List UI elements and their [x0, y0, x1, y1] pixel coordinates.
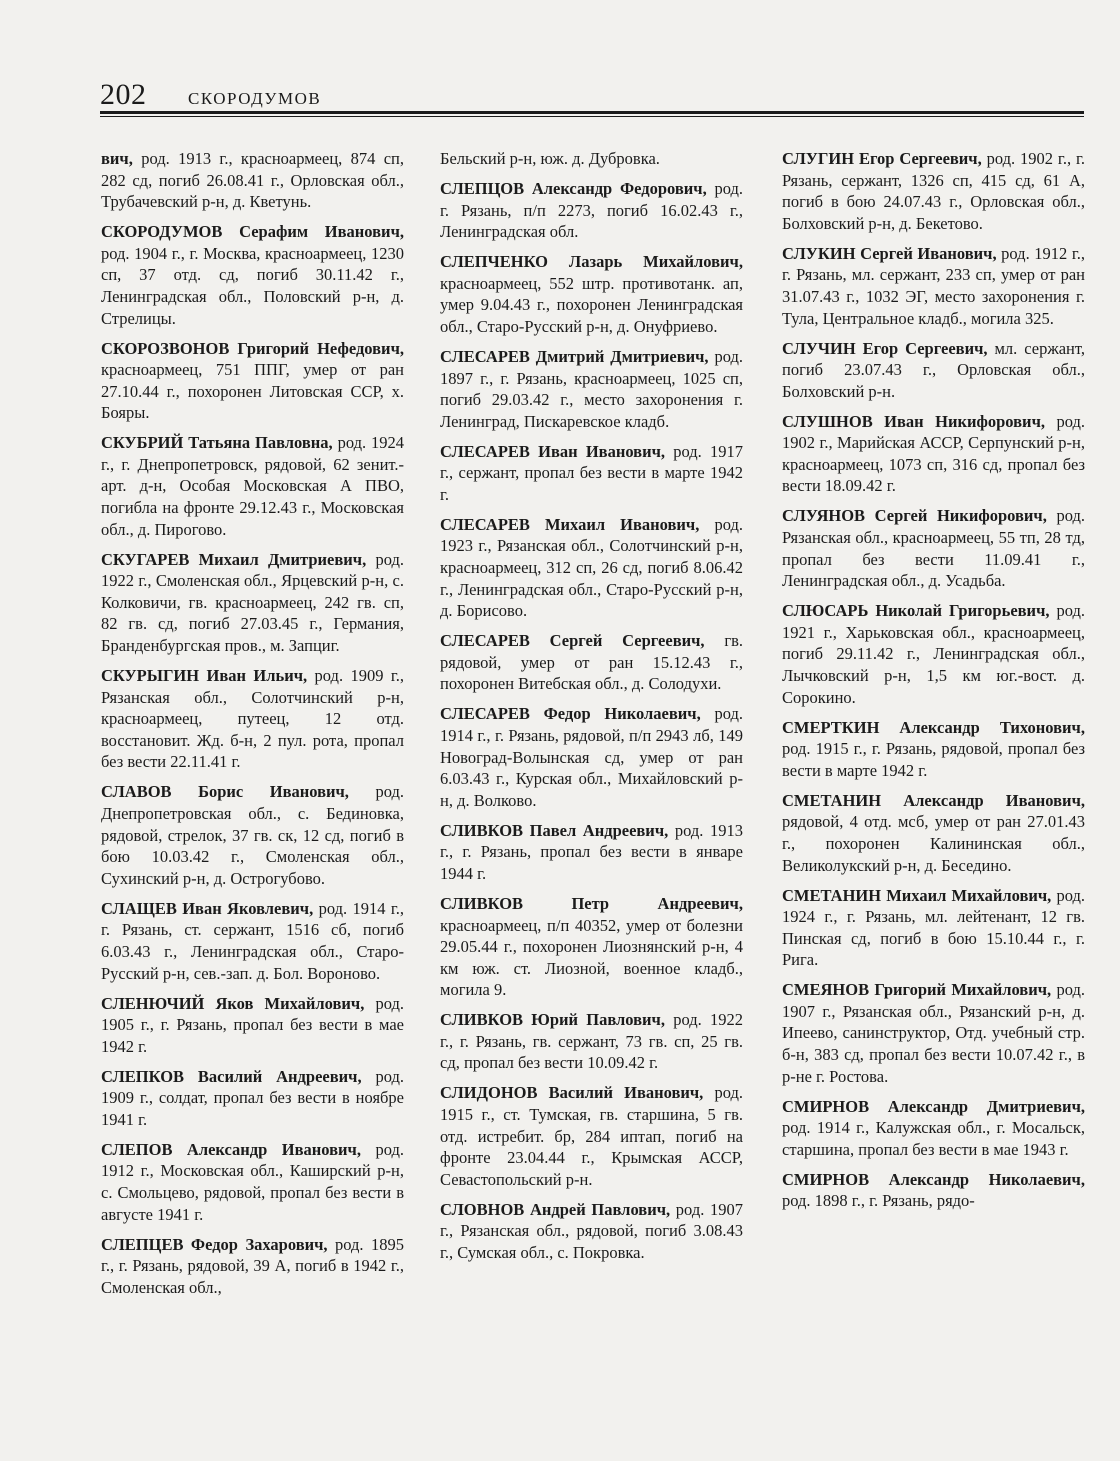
entry-text: род. 1898 г., г. Рязань, рядо-: [782, 1191, 975, 1211]
entry-name: СКУРЫГИН Иван Ильич,: [101, 666, 308, 686]
entry-name: СЛИДОНОВ Василий Иванович,: [440, 1083, 704, 1103]
entry-name: СКУГАРЕВ Михаил Дмитриевич,: [101, 549, 367, 569]
entry-text: род. 1895 г., г. Рязань, рядовой, 39 А, погиб в 1942 г., Смоленская обл.,: [101, 1234, 404, 1297]
entry: [440, 1199, 743, 1264]
entry-name: СЛЕСАРЕВ Иван Иванович,: [440, 441, 666, 461]
entry-text: род. 1914 г., Калужская обл., г. Мосальск, старшина, пропал без вести в мае 1943 г.: [782, 1118, 1085, 1159]
entry: [440, 148, 743, 170]
entry-name: СМЕТАНИН Михаил Михайлович,: [782, 885, 1052, 905]
entry-name: СКОРОДУМОВ Серафим Иванович,: [101, 222, 404, 242]
entry: [782, 505, 1085, 591]
entry: [101, 221, 404, 329]
entry-name: СЛУЧИН Егор Сергеевич,: [782, 338, 988, 358]
entry-name: СЛОВНОВ Андрей Павлович,: [440, 1199, 671, 1219]
entry-name: СЛЕСАРЕВ Федор Николаевич,: [440, 704, 701, 724]
entry: [782, 1096, 1085, 1161]
entry-name: СЛЕПЦОВ Александр Федорович,: [440, 178, 707, 198]
entry-text: род. 1902 г., г. Рязань, сержант, 1326 сп, 415 сд, 61 А, погиб в бою 24.07.43 г., Орловская обл., Болховский р-н, д. Бекетово.: [782, 149, 1086, 233]
entry: [782, 148, 1085, 234]
entry-text: род. 1922 г., г. Рязань, гв. сержант, 73 гв. сп, 25 гв. сд, пропал без вести 10.09.42 г.: [440, 1010, 743, 1073]
entry-text: красноармеец, 552 штр. противотанк. ап, умер 9.04.43 г., похоронен Ленинградская обл., Старо-Русский р-н, д. Онуфриево.: [440, 273, 743, 336]
entry-name: СЛЮСАРЬ Николай Григорьевич,: [782, 601, 1050, 621]
entry-text: род. 1913 г., г. Рязань, пропал без вести в январе 1944 г.: [440, 820, 743, 883]
entry: [101, 432, 404, 540]
entry: [782, 338, 1085, 403]
entry-text: род. 1914 г., г. Рязань, ст. сержант, 1516 сб, погиб 6.03.43 г., Ленинградская обл., Старо-Русский р-н, сев.-зап. д. Бол. Вороново.: [101, 898, 405, 983]
entry-name: СЛУКИН Сергей Иванович,: [782, 243, 997, 263]
page-number: 202: [100, 78, 147, 111]
entry: [782, 979, 1085, 1087]
entry-name: СМИРНОВ Александр Дмитриевич,: [782, 1096, 1085, 1116]
entry: [440, 1009, 743, 1074]
entry-name: СЛЕНЮЧИЙ Яков Михайлович,: [101, 993, 365, 1013]
entry: [101, 148, 404, 213]
entry-name: вич,: [101, 149, 133, 168]
entry: [101, 549, 404, 657]
entry-name: СМЕЯНОВ Григорий Михайлович,: [782, 980, 1052, 1000]
entry-name: СЛЕПКОВ Василий Андреевич,: [101, 1066, 362, 1086]
entry-text: род. 1924 г., г. Рязань, мл. лейтенант, 12 гв. Пинская сд, погиб в бою 15.10.44 г., г. Рига.: [782, 885, 1085, 970]
entry-name: СЛАЩЕВ Иван Яковлевич,: [101, 898, 314, 918]
entry-text: род. Рязанская обл., красноармеец, 55 тп, 28 тд, пропал без вести 11.09.41 г., Ленинградская обл., д. Усадьба.: [782, 506, 1086, 591]
entry-name: СКОРОЗВОНОВ Григорий Нефедович,: [101, 338, 404, 358]
entry-text: род. 1914 г., г. Рязань, рядовой, п/п 2943 лб, 149 Новоград-Волынская сд, умер от ран 6.03.43 г., Курская обл., Михайловский р-н, д. Волково.: [440, 704, 743, 810]
entry-text: род. г. Рязань, п/п 2273, погиб 16.02.43 г., Ленинградская обл.: [440, 178, 744, 242]
entry: [440, 630, 743, 695]
entry: [101, 1139, 404, 1225]
entry-text: род. 1921 г., Харьковская обл., красноармеец, погиб 29.11.42 г., Ленинградская обл., Лычковский р-н, 1,5 км юг.-вост. д. Сорокино.: [782, 601, 1085, 707]
entry: [782, 1169, 1085, 1212]
entry: [782, 790, 1085, 876]
entry-name: СЛЕСАРЕВ Дмитрий Дмитриевич,: [440, 346, 709, 366]
entry-text: род. 1924 г., г. Днепропетровск, рядовой, 62 зенит.-арт. д-н, Особая Московская А ПВО, погибла на фронте 29.12.43 г., Московская обл., д. Пирогово.: [101, 433, 404, 539]
entry: [440, 703, 743, 811]
entry-name: СКУБРИЙ Татьяна Павловна,: [101, 433, 333, 453]
entry: [440, 514, 743, 622]
entry-text: род. 1909 г., солдат, пропал без вести в ноябре 1941 г.: [101, 1066, 404, 1129]
entry: [440, 893, 743, 1001]
entry-name: СЛЕПЧЕНКО Лазарь Михайлович,: [440, 252, 743, 272]
entry-name: СЛИВКОВ Павел Андреевич,: [440, 820, 669, 840]
entry: [782, 885, 1085, 971]
header-rule-thick: [100, 111, 1084, 114]
entry: [782, 243, 1085, 329]
entry-name: СЛИВКОВ Петр Андреевич,: [440, 893, 743, 913]
entry: [101, 898, 404, 984]
entry-text: род. 1912 г., г. Рязань, мл. сержант, 233 сп, умер от ран 31.07.43 г., 1032 ЭГ, место захоронения г. Тула, Центральное кладб., могила 325.: [782, 243, 1086, 328]
entry: [782, 717, 1085, 782]
entry-text: Бельский р-н, юж. д. Дубровка.: [440, 149, 660, 168]
entry: [440, 178, 743, 243]
entry: [440, 251, 743, 337]
entry-name: СЛУШНОВ Иван Никифорович,: [782, 411, 1045, 431]
entry: [101, 993, 404, 1058]
entry-text: род. 1913 г., красноармеец, 874 сп, 282 сд, погиб 26.08.41 г., Орловская обл., Трубачевский р-н, д. Кветунь.: [101, 149, 404, 212]
entry-text: род. 1902 г., Марийская АССР, Серпунский р-н, красноармеец, 1073 сп, 316 сд, пропал без вести 18.09.42 г.: [782, 411, 1085, 496]
page-header: [100, 80, 1084, 110]
entry-name: СЛУЯНОВ Сергей Никифорович,: [782, 506, 1047, 526]
entry-text: род. 1917 г., сержант, пропал без вести в марте 1942 г.: [440, 441, 743, 504]
entry-text: род. 1915 г., ст. Тумская, гв. старшина, 5 гв. отд. истребит. бр, 284 иптап, погиб на фронте 23.04.44 г., Крымская АССР, Севастопольский р-н.: [440, 1083, 743, 1189]
entry-text: род. 1907 г., Рязанская обл., Рязанский р-н, д. Ипеево, санинструктор, Отд. учебный стр. б-н, 383 сд, пропал без вести 10.07.42 г., в р-не г. Ростова.: [782, 980, 1085, 1086]
entry-text: род. 1912 г., Московская обл., Каширский р-н, с. Смольцево, рядовой, пропал без вести в августе 1941 г.: [101, 1139, 404, 1224]
entry-name: СЛЕСАРЕВ Михаил Иванович,: [440, 514, 700, 534]
entry-text: род. 1905 г., г. Рязань, пропал без вести в мае 1942 г.: [101, 993, 404, 1056]
entry: [101, 1066, 404, 1131]
entry-text: род. 1907 г., Рязанская обл., рядовой, погиб 3.08.43 г., Сумская обл., с. Покровка.: [440, 1199, 744, 1262]
entry-name: СЛАВОВ Борис Иванович,: [101, 782, 349, 802]
entry-name: СМЕТАНИН Александр Иванович,: [782, 790, 1085, 810]
entry-text: род. Днепропетровская обл., с. Бединовка, рядовой, стрелок, 37 гв. ск, 12 сд, погиб в бою 10.03.42 г., Смоленская обл., Сухинский р-н, д. Острогубово.: [101, 782, 404, 888]
entry-name: СЛИВКОВ Юрий Павлович,: [440, 1010, 665, 1030]
entry: [101, 665, 404, 773]
entry-text: красноармеец, 751 ППГ, умер от ран 27.10.44 г., похоронен Литовская ССР, х. Бояры.: [101, 360, 404, 423]
entry-text: род. 1915 г., г. Рязань, рядовой, пропал без вести в марте 1942 г.: [782, 739, 1085, 780]
entry-text: гв. рядовой, умер от ран 15.12.43 г., похоронен Витебская обл., д. Солодухи.: [440, 631, 743, 694]
entry-name: СЛЕПЦЕВ Федор Захарович,: [101, 1234, 328, 1254]
entry: [782, 600, 1085, 708]
text-column-2: [440, 148, 743, 1272]
entry: [440, 820, 743, 885]
entry: [101, 781, 404, 889]
text-column-1: [101, 148, 404, 1307]
running-head: СКОРОДУМОВ: [188, 89, 322, 108]
header-rule-thin: [100, 116, 1084, 117]
entry-text: род. 1904 г., г. Москва, красноармеец, 1230 сп, 37 отд. сд, погиб 30.11.42 г., Ленинградская обл., Половский р-н, д. Стрелицы.: [101, 243, 404, 328]
entry-text: род. 1897 г., г. Рязань, красноармеец, 1025 сп, погиб 29.03.42 г., место захоронения г. Ленинград, Пискаревское кладб.: [440, 346, 744, 431]
entry-name: СЛЕПОВ Александр Иванович,: [101, 1139, 361, 1159]
entry-text: мл. сержант, погиб 23.07.43 г., Орловская обл., Болховский р-н.: [782, 338, 1085, 401]
entry-text: красноармеец, п/п 40352, умер от болезни 29.05.44 г., похоронен Лиознянский р-н, 4 км юж. ст. Лиозной, военное кладб., могила 9.: [440, 915, 743, 1000]
entry-name: СМЕРТКИН Александр Тихонович,: [782, 717, 1085, 737]
entry: [101, 1234, 404, 1299]
entry: [440, 441, 743, 506]
entry-text: рядовой, 4 отд. мсб, умер от ран 27.01.43 г., похоронен Калининская обл., Великолукский р-н, д. Беседино.: [782, 812, 1085, 875]
entry-text: род. 1922 г., Смоленская обл., Ярцевский р-н, с. Колковичи, гв. красноармеец, 242 гв. сп, 82 гв. сд, погиб 27.03.45 г., Германия, Бранденбургская пров., м. Запциг.: [101, 549, 404, 656]
entry: [101, 338, 404, 424]
entry: [440, 1082, 743, 1190]
entry-name: СЛЕСАРЕВ Сергей Сергеевич,: [440, 631, 705, 651]
entry-name: СМИРНОВ Александр Николаевич,: [782, 1169, 1085, 1189]
entry: [440, 346, 743, 432]
entry-text: род. 1909 г., Рязанская обл., Солотчинский р-н, красноармеец, путеец, 12 отд. восстановит. Жд. б-н, 2 пул. рота, пропал без вести 22.11.41 г.: [101, 666, 404, 772]
entry-text: род. 1923 г., Рязанская обл., Солотчинский р-н, красноармеец, 312 сп, 26 сд, погиб 8.06.42 г., Ленинградская обл., Старо-Русский р-н, д. Борисово.: [440, 514, 743, 621]
entry-name: СЛУГИН Егор Сергеевич,: [782, 149, 982, 168]
entry: [782, 411, 1085, 497]
text-column-3: [782, 148, 1085, 1220]
